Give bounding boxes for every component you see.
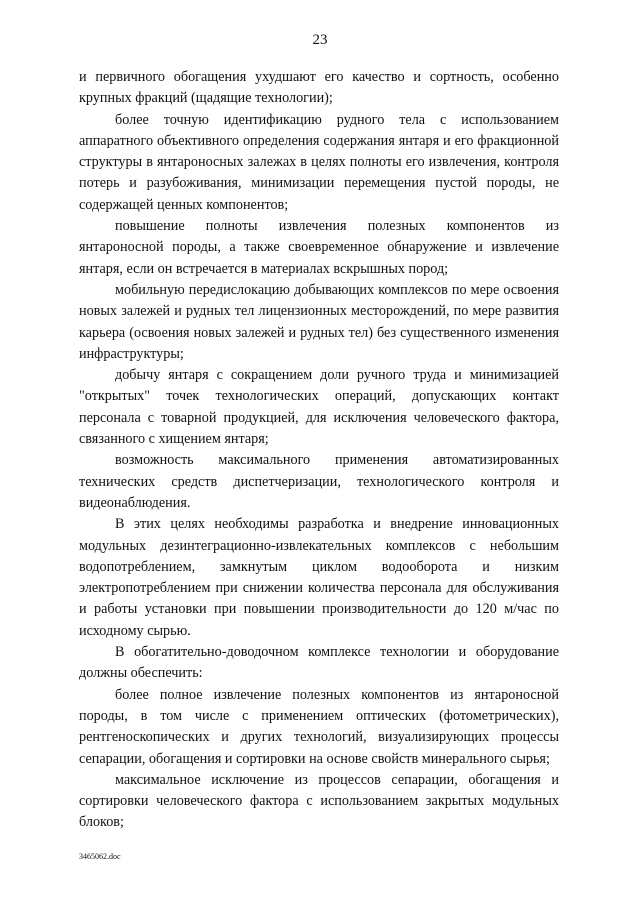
paragraph: более точную идентификацию рудного тела с использованием аппаратного объективного определения содержания янтаря и его фракционной структуры в янтароносных залежах в целях полноты его извлечения, контроля потерь и разубоживания, минимизации перемещения пустой породы, не содержащей ценных компонентов; [79, 111, 559, 213]
paragraph: В обогатительно-доводочном комплексе технологии и оборудование должны обеспечить: [79, 644, 559, 682]
paragraph: добычу янтаря с сокращением доли ручного труда и минимизацией "открытых" точек технологических операций, допускающих контакт персонала с товарной продукцией, для исключения человеческого фактора, связанного с хищением янтаря; [79, 367, 559, 448]
paragraph: более полное извлечение полезных компонентов из янтароносной породы, в том числе с применением оптических (фотометрических), рентгеноскопических и других технологий, визуализирующих процессы сепарации, обогащения и сортировки на основе свойств минерального сырья; [79, 686, 559, 767]
paragraph: возможность максимального применения автоматизированных технических средств диспетчеризации, технологического контроля и видеонаблюдения. [79, 452, 559, 511]
page-number: 23 [312, 32, 328, 48]
paragraph: мобильную передислокацию добывающих комплексов по мере освоения новых залежей и рудных тел лицензионных месторождений, по мере развития карьера (освоения новых залежей и рудных тел) без существенного изменения инфраструктуры; [79, 281, 559, 362]
paragraph: и первичного обогащения ухудшают его качество и сортность, особенно крупных фракций (щадящие технологии); [79, 69, 559, 107]
paragraph: максимальное исключение из процессов сепарации, обогащения и сортировки человеческого фактора с использованием закрытых модульных блоков; [79, 771, 559, 831]
footer-filename: 3465062.doc [79, 852, 121, 861]
body-text [79, 67, 559, 834]
paragraph: повышение полноты извлечения полезных компонентов из янтароносной породы, а также своевременное обнаружение и извлечение янтаря, если он встречается в материалах вскрышных пород; [79, 218, 559, 277]
paragraph: В этих целях необходимы разработка и внедрение инновационных модульных дезинтеграционно-извлекательных комплексов с небольшим водопотреблением, замкнутым циклом водооборота и низким электропотреблением при снижении количества персонала для обслуживания и работы установки при повышении производительности до 120 м/час по исходному сырью. [79, 516, 559, 639]
